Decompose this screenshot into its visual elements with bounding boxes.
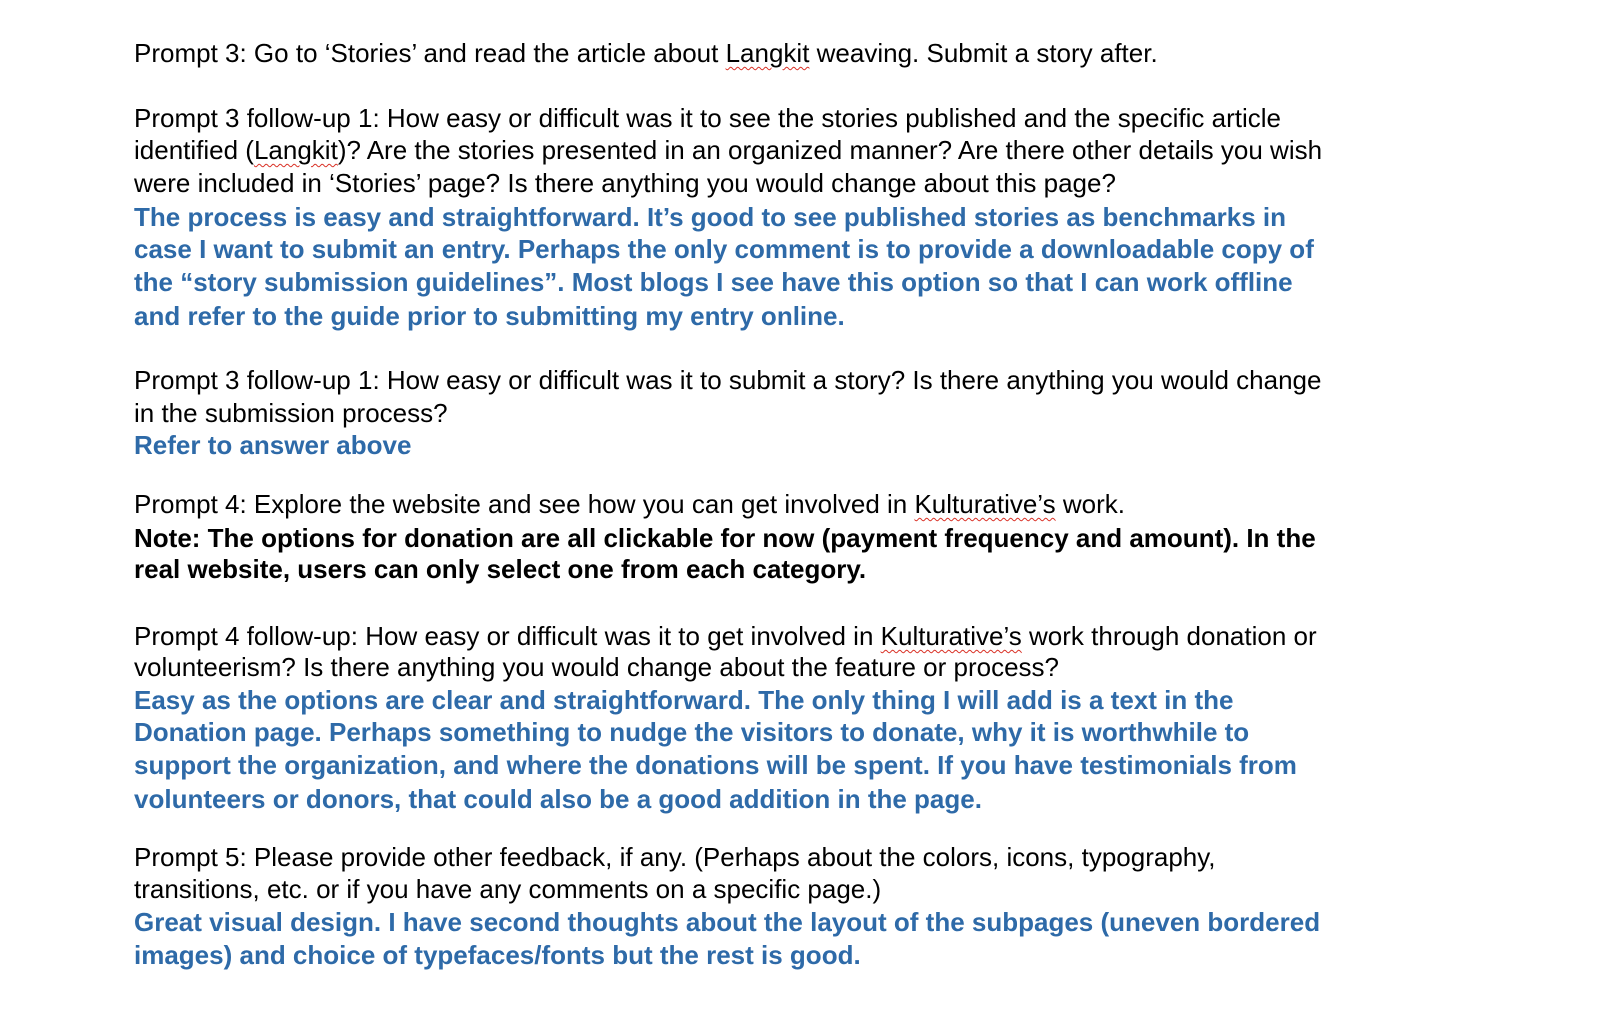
answer-line: and refer to the guide prior to submitting my entry online.	[134, 301, 845, 331]
answer-line: images) and choice of typefaces/fonts but the rest is good.	[134, 940, 861, 970]
answer-line: the “story submission guidelines”. Most blogs I see have this option so that I can work offline	[134, 267, 1293, 297]
answer-line: case I want to submit an entry. Perhaps the only comment is to provide a downloadable copy of	[134, 234, 1314, 264]
answer-line: volunteers or donors, that could also be a good addition in the page.	[134, 784, 982, 814]
answer-line: Easy as the options are clear and straightforward. The only thing I will add is a text in the	[134, 685, 1234, 715]
spellcheck-flagged-word: Kulturative’s	[880, 621, 1022, 651]
text-segment: Prompt 4: Explore the website and see how you can get involved in	[134, 489, 915, 519]
spellcheck-flagged-word: Kulturative’s	[914, 489, 1056, 519]
answer-line: Donation page. Perhaps something to nudge the visitors to donate, why it is worthwhile to	[134, 717, 1250, 747]
prompt-3-followup-b-line-1: Prompt 3 follow-up 1: How easy or difficult was it to submit a story? Is there anything you would change	[134, 365, 1322, 395]
prompt-3-followup-a-line-3: were included in ‘Stories’ page? Is there anything you would change about this page?	[134, 168, 1116, 198]
prompt-3-question	[134, 37, 1158, 69]
text-segment: work through donation or	[1021, 621, 1317, 651]
prompt-4-followup-line-2: volunteerism? Is there anything you would change about the feature or process?	[134, 652, 1060, 682]
note-line: Note: The options for donation are all clickable for now (payment frequency and amount). In the	[134, 523, 1316, 553]
prompt-4-question	[134, 488, 1125, 520]
text-segment: Prompt 3: Go to ‘Stories’ and read the article about	[134, 38, 726, 68]
prompt-5-line-1: Prompt 5: Please provide other feedback, if any. (Perhaps about the colors, icons, typography,	[134, 842, 1216, 872]
spellcheck-flagged-word: Langkit	[725, 38, 810, 68]
spellcheck-flagged-word: Langkit	[253, 135, 338, 165]
prompt-5-line-2: transitions, etc. or if you have any comments on a specific page.)	[134, 874, 882, 904]
answer-line: Refer to answer above	[134, 430, 412, 460]
text-segment: )? Are the stories presented in an organized manner? Are there other details you wish	[337, 135, 1323, 165]
note-line: real website, users can only select one from each category.	[134, 554, 867, 584]
prompt-3-followup-b-line-2: in the submission process?	[134, 398, 448, 428]
text-segment: Prompt 4 follow-up: How easy or difficult was it to get involved in	[134, 621, 881, 651]
prompt-3-followup-a-line-2	[134, 134, 1322, 166]
answer-line: The process is easy and straightforward. It’s good to see published stories as benchmarks in	[134, 202, 1287, 232]
prompt-4-followup-line-1	[134, 620, 1317, 652]
text-segment: work.	[1055, 489, 1125, 519]
text-segment: identified (	[134, 135, 254, 165]
answer-line: Great visual design. I have second thoughts about the layout of the subpages (uneven bordered	[134, 907, 1321, 937]
text-segment: weaving. Submit a story after.	[809, 38, 1158, 68]
prompt-3-followup-a-line-1: Prompt 3 follow-up 1: How easy or difficult was it to see the stories published and the specific article	[134, 103, 1281, 133]
answer-line: support the organization, and where the donations will be spent. If you have testimonials from	[134, 750, 1297, 780]
